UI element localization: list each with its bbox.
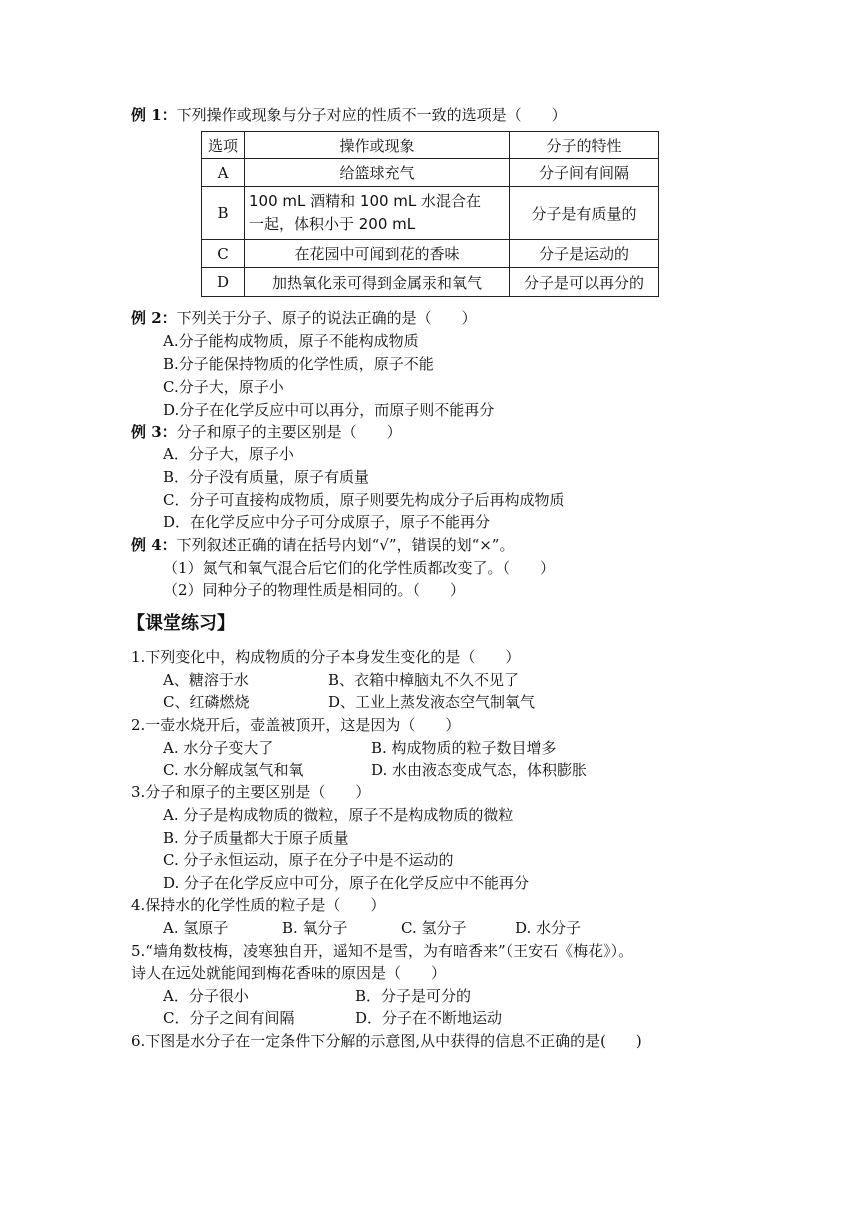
section-title: 【课堂练习】 <box>127 613 235 634</box>
ex3-option-a: A．分子大，原子小 <box>163 445 294 463</box>
table-header-row <box>202 132 659 159</box>
q4-option-b: B. 氧分子 <box>282 919 348 937</box>
q3-option-d: D. 分子在化学反应中可分，原子在化学反应中不能再分 <box>163 874 530 892</box>
q6-stem: 6.下图是水分子在一定条件下分解的示意图,从中获得的信息不正确的是( ) <box>131 1032 642 1050</box>
ex2-option-c: C.分子大，原子小 <box>163 378 284 396</box>
ex3-option-c: C．分子可直接构成物质，原子则要先构成分子后再构成物质 <box>163 491 565 509</box>
q3-option-c: C. 分子永恒运动，原子在分子中是不运动的 <box>163 851 454 869</box>
q5-option-c: C．分子之间有间隔 <box>163 1009 295 1027</box>
ex2-option-d: D.分子在化学反应中可以再分，而原子则不能再分 <box>163 401 495 419</box>
q3-option-b: B. 分子质量都大于原子质量 <box>163 829 349 847</box>
table-row <box>202 187 659 240</box>
ex4-label: 例 4： <box>131 536 177 554</box>
table-cell-phenomenon-line2: 一起，体积小于 200 mL <box>249 215 416 233</box>
table-cell-phenomenon: 在花园中可闻到花的香味 <box>245 240 510 268</box>
ex3-option-d: D．在化学反应中分子可分成原子，原子不能再分 <box>163 513 491 531</box>
table-row <box>202 240 659 268</box>
table-cell-property: 分子是可以再分的 <box>510 268 659 297</box>
q5-stem-line1: 5.“墙角数枝梅，凌寒独自开，遥知不是雪，为有暗香来”（王安石《梅花》）。 <box>131 942 634 960</box>
q2-option-b: B. 构成物质的粒子数目增多 <box>371 739 557 757</box>
ex3-question: 分子和原子的主要区别是（ ） <box>176 423 402 441</box>
q4-option-c: C. 氢分子 <box>401 919 467 937</box>
ex4-question-line <box>131 534 514 556</box>
q2-stem: 2.一壶水烧开后，壶盖被顶开，这是因为（ ） <box>131 716 461 734</box>
q5-stem-line2: 诗人在远处就能闻到梅花香味的原因是（ ） <box>131 964 447 982</box>
q1-stem: 1.下列变化中，构成物质的分子本身发生变化的是（ ） <box>131 648 521 666</box>
ex1-table <box>201 131 659 297</box>
ex3-option-b: B．分子没有质量，原子有质量 <box>163 468 370 486</box>
q1-option-d: D、工业上蒸发液态空气制氧气 <box>328 693 536 711</box>
ex1-label: 例 1： <box>131 106 177 124</box>
ex2-option-a: A.分子能构成物质，原子不能构成物质 <box>163 332 419 350</box>
q1-option-b: B、衣箱中樟脑丸不久不见了 <box>328 671 520 689</box>
q4-option-d: D. 水分子 <box>515 919 582 937</box>
table-row <box>202 159 659 187</box>
ex4-item-2: （2）同种分子的物理性质是相同的。（ ） <box>163 581 466 599</box>
q5-option-a: A．分子很小 <box>163 987 249 1005</box>
table-row <box>202 268 659 297</box>
q2-option-c: C. 水分解成氢气和氧 <box>163 761 304 779</box>
table-header-property: 分子的特性 <box>510 132 659 159</box>
table-cell-phenomenon-line1: 100 mL 酒精和 100 mL 水混合在 <box>249 192 482 210</box>
table-header-phenomenon: 操作或现象 <box>245 132 510 159</box>
q1-option-c: C、红磷燃烧 <box>163 693 250 711</box>
ex1-question: 下列操作或现象与分子对应的性质不一致的选项是（ ） <box>176 106 567 124</box>
table-cell-phenomenon: 给篮球充气 <box>245 159 510 187</box>
q3-stem: 3.分子和原子的主要区别是（ ） <box>131 783 371 801</box>
q1-option-a: A、糖溶于水 <box>163 671 249 689</box>
table-cell-property: 分子是运动的 <box>510 240 659 268</box>
table-cell-phenomenon: 加热氧化汞可得到金属汞和氧气 <box>245 268 510 297</box>
q5-option-b: B．分子是可分的 <box>355 987 472 1005</box>
table-cell-property: 分子是有质量的 <box>510 187 659 240</box>
table-cell-property: 分子间有间隔 <box>510 159 659 187</box>
ex4-item-1: （1）氮气和氧气混合后它们的化学性质都改变了。（ ） <box>163 559 556 577</box>
ex2-question-line <box>131 307 477 329</box>
table-cell-option: B <box>202 187 245 240</box>
q2-option-a: A. 水分子变大了 <box>163 739 274 757</box>
table-cell-option: C <box>202 240 245 268</box>
ex3-question-line <box>131 421 402 443</box>
table-header-option: 选项 <box>202 132 245 159</box>
q3-option-a: A. 分子是构成物质的微粒，原子不是构成物质的微粒 <box>163 806 514 824</box>
q4-stem: 4.保持水的化学性质的粒子是（ ） <box>131 896 386 914</box>
ex2-label: 例 2： <box>131 309 177 327</box>
q2-option-d: D. 水由液态变成气态，体积膨胀 <box>371 761 588 779</box>
q5-option-d: D．分子在不断地运动 <box>355 1009 503 1027</box>
ex1-question-line <box>131 104 567 126</box>
table-cell-option: D <box>202 268 245 297</box>
q4-option-a: A. 氢原子 <box>163 919 229 937</box>
ex2-option-b: B.分子能保持物质的化学性质，原子不能 <box>163 355 434 373</box>
table-cell-phenomenon <box>245 187 510 240</box>
ex3-label: 例 3： <box>131 423 177 441</box>
ex4-question: 下列叙述正确的请在括号内划“√”，错误的划“×”。 <box>176 536 515 554</box>
ex2-question: 下列关于分子、原子的说法正确的是（ ） <box>176 309 477 327</box>
table-cell-option: A <box>202 159 245 187</box>
